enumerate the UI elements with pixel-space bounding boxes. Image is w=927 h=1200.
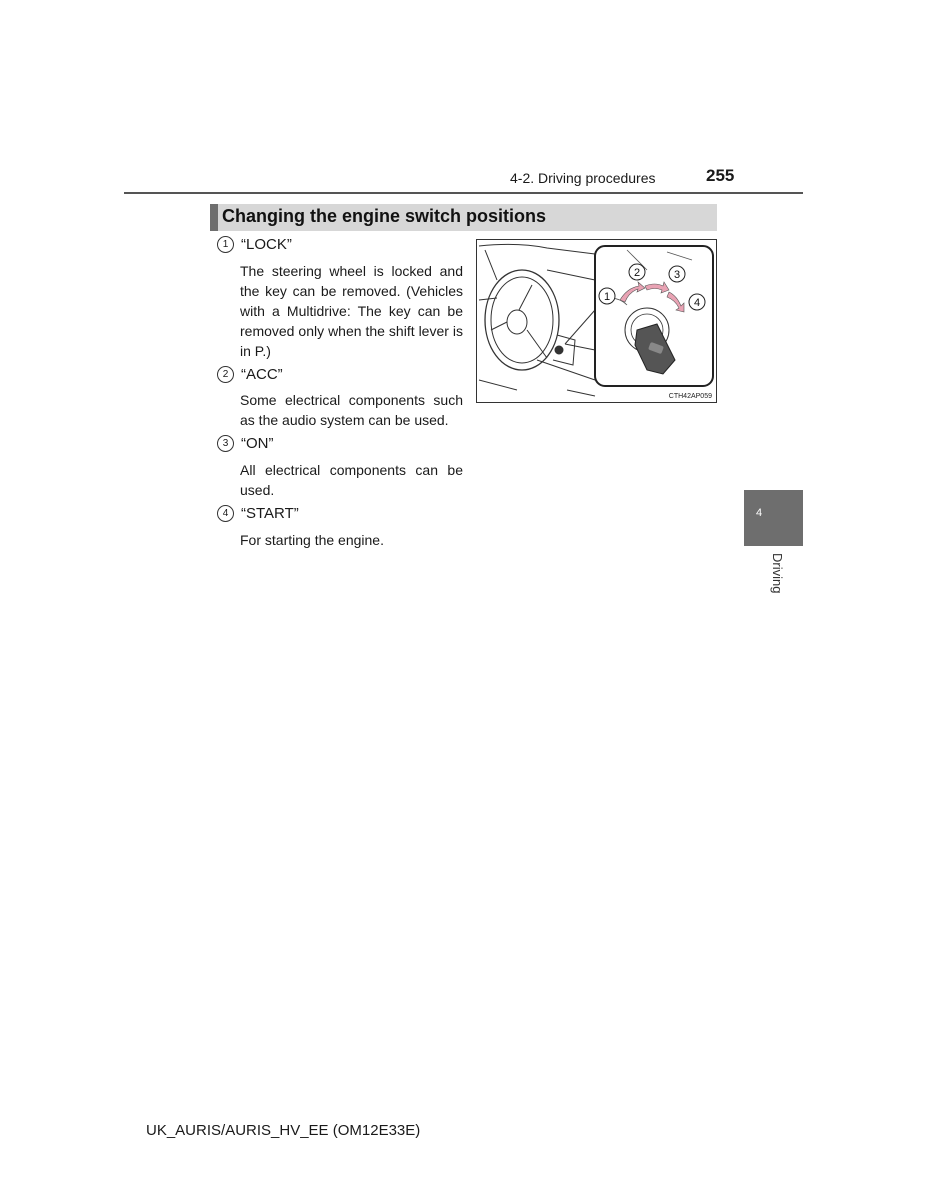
callout-label: 1 <box>603 291 611 303</box>
chapter-number: 4 <box>756 507 763 519</box>
item-label: “START” <box>241 505 299 522</box>
item-description: The steering wheel is locked and the key can be removed. (Vehicles with a Multidrive: The key can be removed only when the shift lever is in P.) <box>240 263 463 359</box>
heading-bar <box>210 204 717 231</box>
circled-number: 2 <box>217 366 234 383</box>
item-description: For starting the engine. <box>240 532 384 548</box>
circled-number: 3 <box>217 435 234 452</box>
item-description: Some electrical components such as the audio system can be used. <box>240 392 463 428</box>
figure-code: CTH42AP059 <box>668 393 712 400</box>
circled-number: 1 <box>217 236 234 253</box>
callout-label: 2 <box>633 267 641 279</box>
list-item-acc <box>217 366 283 383</box>
item-label: “ACC” <box>241 366 283 383</box>
page-number: 255 <box>706 166 735 185</box>
list-item-lock <box>217 236 292 253</box>
ignition-switch-illustration <box>476 239 717 403</box>
header-divider <box>124 192 803 194</box>
item-label: “ON” <box>241 435 274 452</box>
item-description: All electrical components can be used. <box>240 462 463 498</box>
section-title: 4-2. Driving procedures <box>510 170 656 186</box>
chapter-tab <box>744 490 803 546</box>
page-heading: Changing the engine switch positions <box>222 206 547 226</box>
footer-model-code: UK_AURIS/AURIS_HV_EE (OM12E33E) <box>146 1122 421 1139</box>
list-item-on <box>217 435 274 452</box>
steering-and-key-drawing <box>477 240 716 402</box>
list-item-start <box>217 505 299 522</box>
callout-label: 3 <box>673 269 681 281</box>
item-label: “LOCK” <box>241 236 292 253</box>
chapter-label: Driving <box>770 553 785 594</box>
callout-label: 4 <box>693 297 701 309</box>
circled-number: 4 <box>217 505 234 522</box>
